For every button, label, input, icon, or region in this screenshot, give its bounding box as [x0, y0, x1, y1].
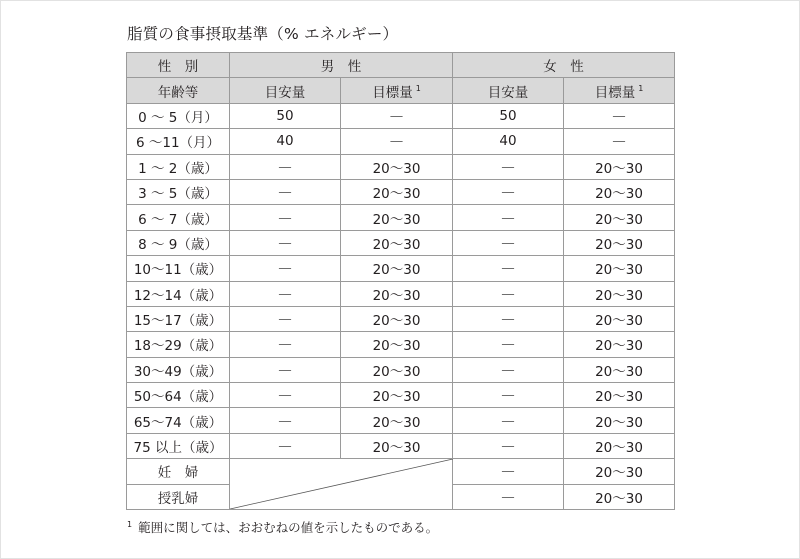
- female-target-cell: 20～30: [564, 230, 675, 255]
- table-row: [127, 357, 675, 382]
- table-row: [127, 408, 675, 433]
- female-adequate-header: 目安量: [453, 78, 564, 103]
- male-adequate-cell: —: [230, 332, 341, 357]
- female-target-cell: 20～30: [564, 281, 675, 306]
- male-adequate-cell: —: [230, 383, 341, 408]
- male-target-cell: 20～30: [341, 230, 453, 255]
- female-target-cell: 20～30: [564, 459, 675, 484]
- female-adequate-cell: —: [453, 256, 564, 281]
- female-target-cell: —: [564, 103, 675, 128]
- female-adequate-cell: —: [453, 484, 564, 509]
- female-target-cell: —: [564, 129, 675, 154]
- female-target-cell: 20～30: [564, 433, 675, 458]
- age-cell: 15～17（歳）: [127, 306, 230, 331]
- female-target-cell: 20～30: [564, 357, 675, 382]
- male-adequate-cell: —: [230, 306, 341, 331]
- footnote-mark: 1: [415, 83, 421, 93]
- male-adequate-cell: —: [230, 357, 341, 382]
- female-target-cell: 20～30: [564, 332, 675, 357]
- male-adequate-header: 目安量: [230, 78, 341, 103]
- male-target-cell: 20～30: [341, 433, 453, 458]
- table-row: [127, 154, 675, 179]
- male-target-cell: 20～30: [341, 383, 453, 408]
- male-target-cell: —: [341, 129, 453, 154]
- male-target-cell: 20～30: [341, 179, 453, 204]
- female-adequate-cell: —: [453, 383, 564, 408]
- special-label-cell: 妊 婦: [127, 459, 230, 484]
- age-cell: 65～74（歳）: [127, 408, 230, 433]
- male-adequate-cell: —: [230, 256, 341, 281]
- special-label-cell: 授乳婦: [127, 484, 230, 509]
- male-target-cell: 20～30: [341, 357, 453, 382]
- male-target-cell: 20～30: [341, 154, 453, 179]
- female-adequate-cell: —: [453, 179, 564, 204]
- footnote-mark: 1: [638, 83, 644, 93]
- female-adequate-cell: —: [453, 281, 564, 306]
- age-cell: 50～64（歳）: [127, 383, 230, 408]
- female-target-cell: 20～30: [564, 408, 675, 433]
- male-adequate-cell: —: [230, 205, 341, 230]
- male-header: 男 性: [230, 53, 453, 78]
- footnote-mark: 1: [127, 520, 133, 529]
- table-row: [127, 129, 675, 154]
- male-adequate-cell: —: [230, 433, 341, 458]
- age-cell: 8 ～ 9（歳）: [127, 230, 230, 255]
- female-adequate-cell: —: [453, 230, 564, 255]
- male-adequate-cell: 50: [230, 103, 341, 128]
- male-adequate-cell: —: [230, 179, 341, 204]
- header-row-sex: [127, 53, 675, 78]
- footnote-text: 範囲に関しては、おおむねの値を示したものである。: [138, 520, 439, 535]
- male-target-cell: 20～30: [341, 256, 453, 281]
- table-row: [127, 433, 675, 458]
- age-header: 年齢等: [127, 78, 230, 103]
- table-row: [127, 205, 675, 230]
- age-cell: 3 ～ 5（歳）: [127, 179, 230, 204]
- age-cell: 0 ～ 5（月）: [127, 103, 230, 128]
- female-header: 女 性: [453, 53, 675, 78]
- male-adequate-cell: —: [230, 154, 341, 179]
- table-row: [127, 383, 675, 408]
- male-target-cell: 20～30: [341, 408, 453, 433]
- female-adequate-cell: —: [453, 408, 564, 433]
- table-row: [127, 256, 675, 281]
- fat-intake-table: [126, 52, 675, 510]
- female-target-cell: 20～30: [564, 383, 675, 408]
- female-adequate-cell: 50: [453, 103, 564, 128]
- footnote: [127, 518, 438, 536]
- age-cell: 6 ～ 7（歳）: [127, 205, 230, 230]
- female-target-cell: 20～30: [564, 484, 675, 509]
- female-adequate-cell: —: [453, 433, 564, 458]
- female-adequate-cell: —: [453, 357, 564, 382]
- female-adequate-cell: 40: [453, 129, 564, 154]
- female-adequate-cell: —: [453, 154, 564, 179]
- male-target-cell: —: [341, 103, 453, 128]
- female-target-cell: 20～30: [564, 154, 675, 179]
- table-row: [127, 459, 675, 484]
- male-adequate-cell: —: [230, 408, 341, 433]
- age-cell: 12～14（歳）: [127, 281, 230, 306]
- age-cell: 1 ～ 2（歳）: [127, 154, 230, 179]
- male-adequate-cell: 40: [230, 129, 341, 154]
- male-target-cell: 20～30: [341, 205, 453, 230]
- table-row: [127, 281, 675, 306]
- age-cell: 30～49（歳）: [127, 357, 230, 382]
- age-cell: 6 ～11（月）: [127, 129, 230, 154]
- male-target-cell: 20～30: [341, 281, 453, 306]
- not-applicable-cell: [230, 459, 453, 510]
- female-target-cell: 20～30: [564, 256, 675, 281]
- sex-header: 性 別: [127, 53, 230, 78]
- table-row: [127, 306, 675, 331]
- male-target-header: 目標量 $^1$: [341, 78, 453, 103]
- table-row: [127, 230, 675, 255]
- female-adequate-cell: —: [453, 306, 564, 331]
- age-cell: 18～29（歳）: [127, 332, 230, 357]
- female-target-header: 目標量 $^1$: [564, 78, 675, 103]
- male-adequate-cell: —: [230, 230, 341, 255]
- diagonal-slash: [230, 459, 453, 509]
- female-target-cell: 20～30: [564, 205, 675, 230]
- female-target-cell: 20～30: [564, 306, 675, 331]
- table-row: [127, 179, 675, 204]
- male-target-cell: 20～30: [341, 306, 453, 331]
- header-row-metrics: [127, 78, 675, 103]
- male-target-cell: 20～30: [341, 332, 453, 357]
- female-adequate-cell: —: [453, 205, 564, 230]
- female-adequate-cell: —: [453, 332, 564, 357]
- age-cell: 75 以上（歳）: [127, 433, 230, 458]
- table-row: [127, 332, 675, 357]
- age-cell: 10～11（歳）: [127, 256, 230, 281]
- table-row: [127, 103, 675, 128]
- table-title: 脂質の食事摂取基準（% エネルギー）: [127, 25, 399, 43]
- female-target-cell: 20～30: [564, 179, 675, 204]
- male-adequate-cell: —: [230, 281, 341, 306]
- female-adequate-cell: —: [453, 459, 564, 484]
